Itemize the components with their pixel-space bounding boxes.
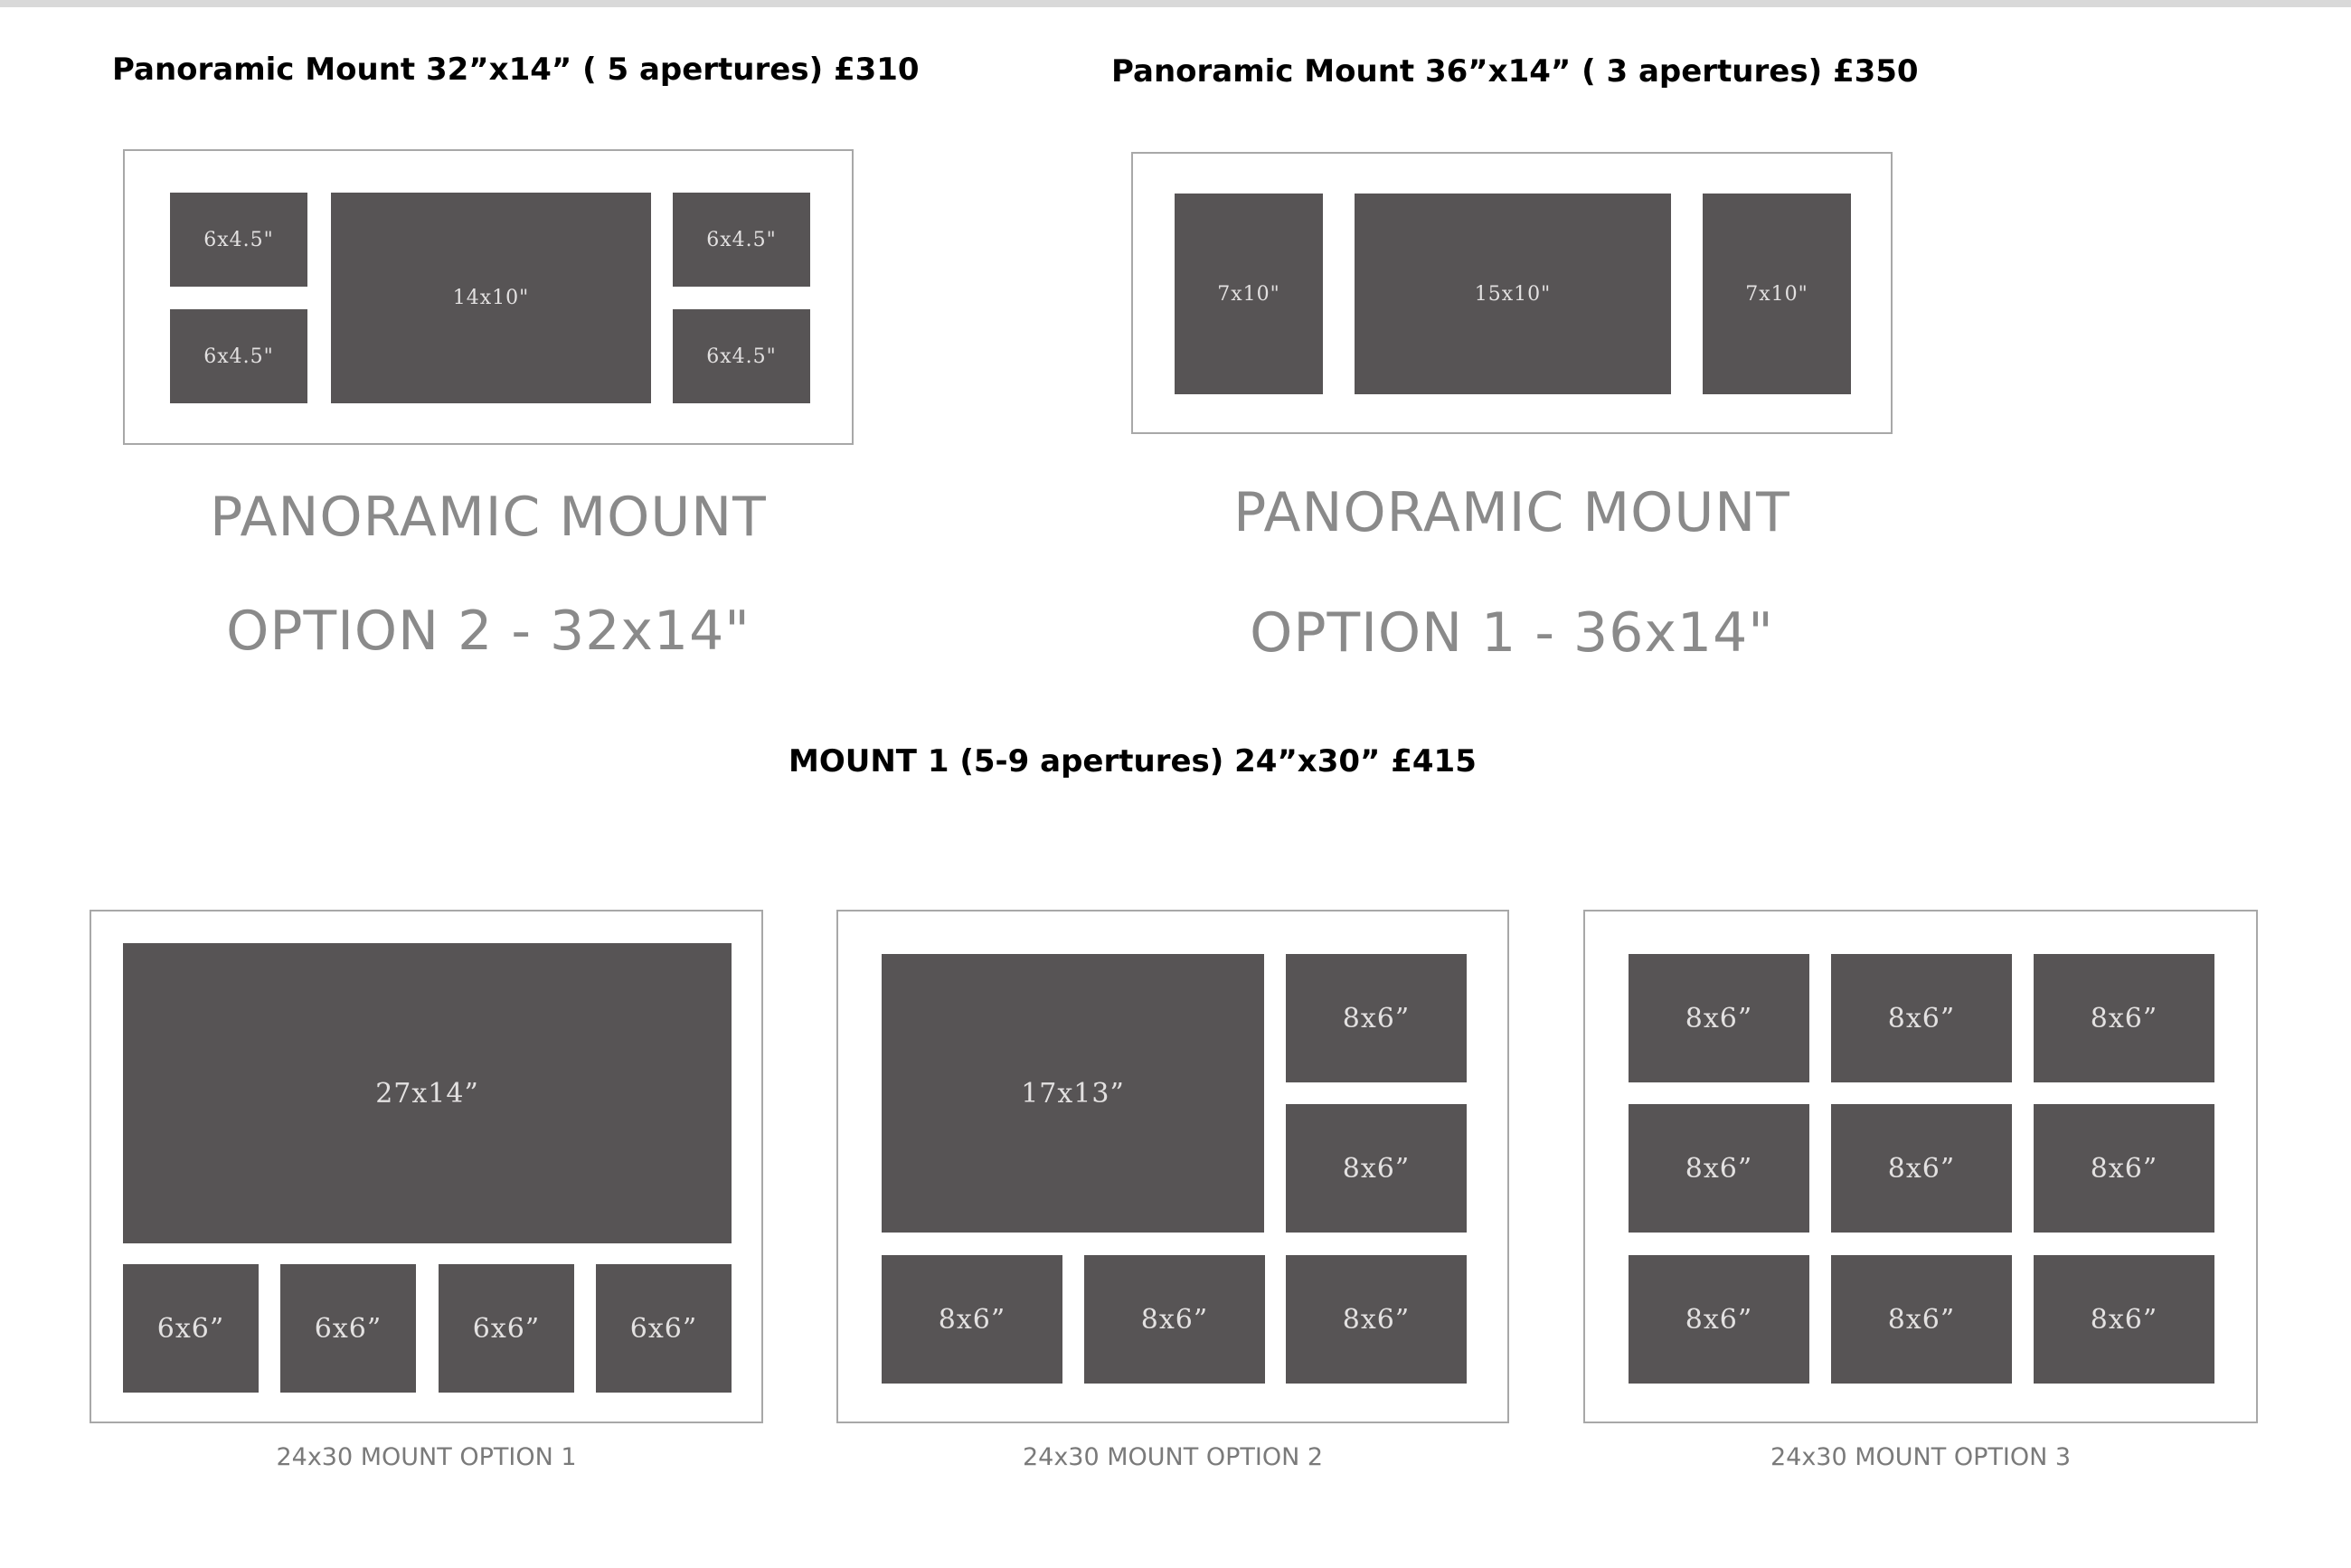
aperture-8x6-bottom-left: 8x6” <box>882 1255 1062 1384</box>
mount-option-2 <box>836 910 1509 1423</box>
aperture-8x6-r3c1: 8x6” <box>1629 1255 1809 1384</box>
aperture-6x4.5-top-left: 6x4.5" <box>170 193 307 287</box>
mount-option-3 <box>1583 910 2258 1423</box>
aperture-8x6-r3c3: 8x6” <box>2034 1255 2214 1384</box>
aperture-8x6-right-middle: 8x6” <box>1286 1104 1467 1233</box>
top-divider <box>0 0 2351 7</box>
aperture-8x6-r2c1: 8x6” <box>1629 1104 1809 1233</box>
aperture-6x4.5-bottom-left: 6x4.5" <box>170 309 307 403</box>
aperture-17x13: 17x13” <box>882 954 1264 1233</box>
aperture-6x6-2: 6x6” <box>280 1264 416 1393</box>
aperture-6x4.5-top-right: 6x4.5" <box>673 193 810 287</box>
aperture-8x6-r2c2: 8x6” <box>1831 1104 2012 1233</box>
aperture-6x4.5-bottom-right: 6x4.5" <box>673 309 810 403</box>
aperture-7x10-left: 7x10" <box>1175 194 1323 394</box>
aperture-6x6-4: 6x6” <box>596 1264 732 1393</box>
aperture-7x10-right: 7x10" <box>1703 194 1851 394</box>
panoramic-option-1-caption-line2: OPTION 1 - 36x14" <box>1250 601 1774 665</box>
panoramic-option-2-mount <box>123 149 854 445</box>
aperture-8x6-r1c1: 8x6” <box>1629 954 1809 1082</box>
aperture-6x6-3: 6x6” <box>439 1264 574 1393</box>
aperture-14x10: 14x10" <box>331 193 651 403</box>
aperture-15x10: 15x10" <box>1355 194 1671 394</box>
heading-panoramic-36: Panoramic Mount 36”x14” ( 3 apertures) £350 <box>1111 53 1919 90</box>
heading-mount-1: MOUNT 1 (5-9 apertures) 24”x30” £415 <box>788 743 1477 779</box>
aperture-8x6-bottom-middle: 8x6” <box>1084 1255 1265 1384</box>
panoramic-option-1-caption-line1: PANORAMIC MOUNT <box>1233 481 1790 544</box>
aperture-6x6-1: 6x6” <box>123 1264 259 1393</box>
mount-option-3-caption: 24x30 MOUNT OPTION 3 <box>1770 1443 2072 1471</box>
aperture-8x6-r1c3: 8x6” <box>2034 954 2214 1082</box>
aperture-8x6-r3c2: 8x6” <box>1831 1255 2012 1384</box>
aperture-8x6-bottom-right: 8x6” <box>1286 1255 1467 1384</box>
mount-option-2-caption: 24x30 MOUNT OPTION 2 <box>1022 1443 1324 1471</box>
panoramic-option-1-mount <box>1131 152 1893 434</box>
heading-panoramic-32: Panoramic Mount 32”x14” ( 5 apertures) £310 <box>112 52 920 88</box>
aperture-8x6-right-top: 8x6” <box>1286 954 1467 1082</box>
mount-option-1 <box>90 910 763 1423</box>
panoramic-option-2-caption-line1: PANORAMIC MOUNT <box>210 486 767 549</box>
panoramic-option-2-caption-line2: OPTION 2 - 32x14" <box>226 600 751 663</box>
mount-option-1-caption: 24x30 MOUNT OPTION 1 <box>276 1443 577 1471</box>
aperture-8x6-r2c3: 8x6” <box>2034 1104 2214 1233</box>
aperture-27x14: 27x14” <box>123 943 732 1243</box>
aperture-8x6-r1c2: 8x6” <box>1831 954 2012 1082</box>
